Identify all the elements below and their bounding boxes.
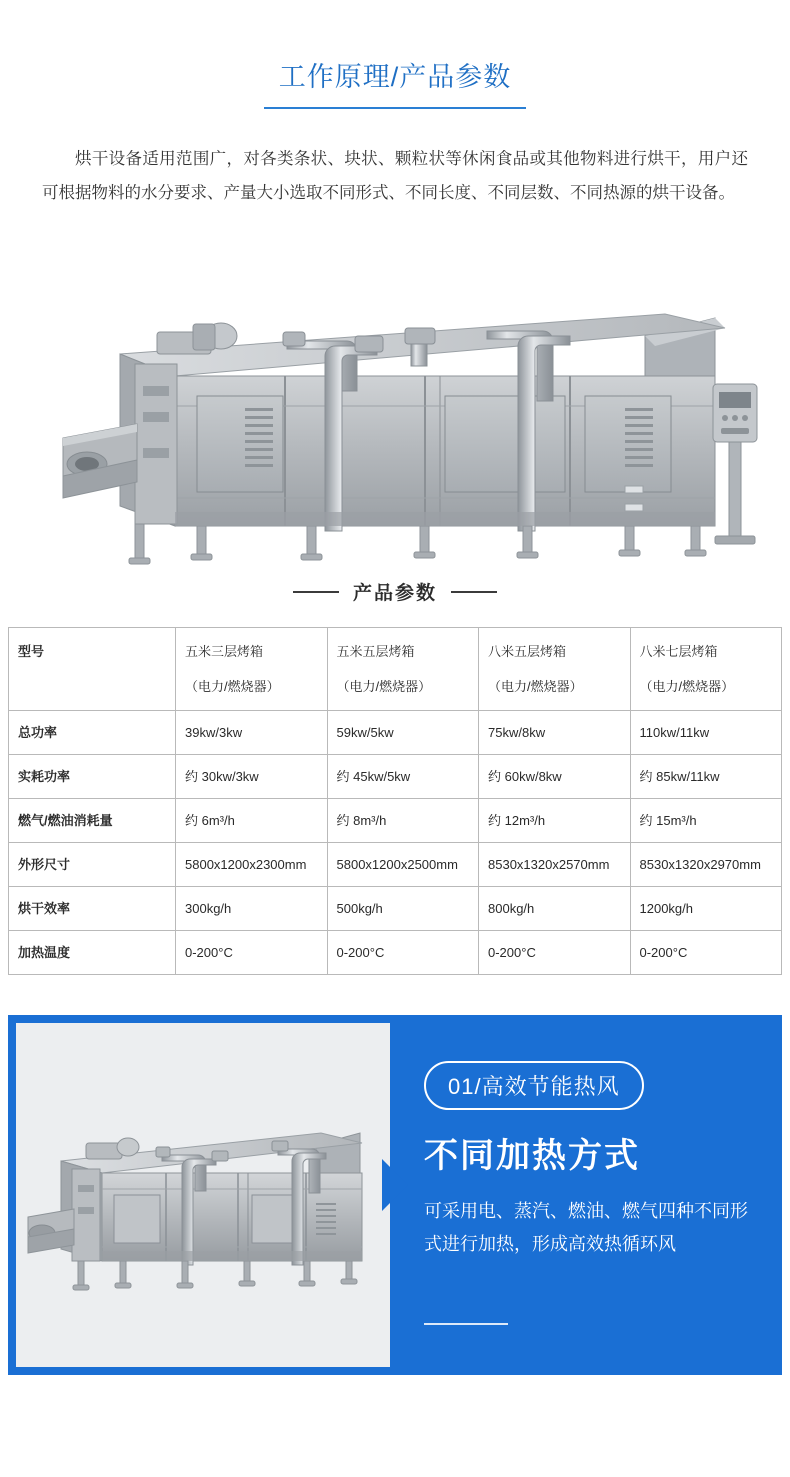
- cell-total-power-4: 110kw/11kw: [630, 711, 782, 755]
- cell-actual-power-2: 约 45kw/5kw: [327, 755, 479, 799]
- cell-total-power-3: 75kw/8kw: [479, 711, 631, 755]
- cell-capacity-1: 300kg/h: [176, 887, 328, 931]
- cell-temperature-1: 0-200°C: [176, 931, 328, 975]
- title-underline: [264, 107, 526, 109]
- cell-fuel-1: 约 6m³/h: [176, 799, 328, 843]
- heading-rule-right: [451, 591, 497, 593]
- cell-capacity-3: 800kg/h: [479, 887, 631, 931]
- cell-total-power-1: 39kw/3kw: [176, 711, 328, 755]
- feature-machine-photo: [16, 1023, 390, 1367]
- cell-actual-power-4: 约 85kw/11kw: [630, 755, 782, 799]
- heading-rule-left: [293, 591, 339, 593]
- cell-dimensions-1: 5800x1200x2300mm: [176, 843, 328, 887]
- feature-badge: 01/高效节能热风: [424, 1061, 644, 1110]
- cell-fuel-3: 约 12m³/h: [479, 799, 631, 843]
- feature-panel-01: [8, 1015, 782, 1375]
- page-title-block: [0, 0, 790, 109]
- spec-header-col-2-line1: 五米五层烤箱: [336, 644, 415, 659]
- table-row: [9, 711, 782, 755]
- row-label-actual-power: 实耗功率: [9, 755, 176, 799]
- spec-header-col-3: [479, 628, 631, 711]
- spec-header-col-4-line2: （电力/燃烧器）: [639, 679, 735, 694]
- intro-paragraph: 烘干设备适用范围广，对各类条状、块状、颗粒状等休闲食品或其他物料进行烘干，用户还可根据物料的水分要求、产量大小选取不同形式、不同长度、不同层数、不同热源的烘干设备。: [42, 150, 748, 202]
- cell-actual-power-3: 约 60kw/8kw: [479, 755, 631, 799]
- feature-arrow: [382, 1159, 408, 1211]
- table-row: [9, 799, 782, 843]
- feature-description: 可采用电、蒸汽、燃油、燃气四种不同形式进行加热，形成高效热循环风: [424, 1201, 748, 1254]
- product-params-heading-text: 产品参数: [352, 583, 437, 604]
- cell-temperature-2: 0-200°C: [327, 931, 479, 975]
- row-label-total-power: 总功率: [9, 711, 176, 755]
- cell-fuel-4: 约 15m³/h: [630, 799, 782, 843]
- table-header-row: [9, 628, 782, 711]
- spec-header-col-1: [176, 628, 328, 711]
- cell-dimensions-2: 5800x1200x2500mm: [327, 843, 479, 887]
- spec-header-col-2: [327, 628, 479, 711]
- table-row: [9, 931, 782, 975]
- dryer-machine-diagram: [25, 236, 765, 566]
- cell-capacity-2: 500kg/h: [327, 887, 479, 931]
- spec-header-col-4-line1: 八米七层烤箱: [639, 644, 718, 659]
- cell-dimensions-4: 8530x1320x2970mm: [630, 843, 782, 887]
- cell-capacity-4: 1200kg/h: [630, 887, 782, 931]
- cell-temperature-3: 0-200°C: [479, 931, 631, 975]
- row-label-fuel-consumption: 燃气/燃油消耗量: [9, 799, 176, 843]
- dryer-machine-photo-diagram: [16, 1023, 390, 1367]
- cell-temperature-4: 0-200°C: [630, 931, 782, 975]
- cell-total-power-2: 59kw/5kw: [327, 711, 479, 755]
- machine-illustration: [0, 236, 790, 566]
- spec-header-col-2-line2: （电力/燃烧器）: [336, 679, 432, 694]
- table-row: [9, 843, 782, 887]
- feature-content: [424, 1061, 762, 1261]
- cell-fuel-2: 约 8m³/h: [327, 799, 479, 843]
- spec-header-col-1-line2: （电力/燃烧器）: [185, 679, 280, 694]
- table-row: [9, 887, 782, 931]
- cell-dimensions-3: 8530x1320x2570mm: [479, 843, 631, 887]
- row-label-dimensions: 外形尺寸: [9, 843, 176, 887]
- spec-header-label: 型号: [9, 628, 176, 711]
- row-label-drying-capacity: 烘干效率: [9, 887, 176, 931]
- feature-bottom-rule: [424, 1323, 508, 1325]
- spec-table: [8, 627, 782, 975]
- cell-actual-power-1: 约 30kw/3kw: [176, 755, 328, 799]
- table-row: [9, 755, 782, 799]
- spec-header-col-4: [630, 628, 782, 711]
- spec-header-col-3-line2: （电力/燃烧器）: [488, 679, 583, 694]
- product-params-heading: [0, 578, 790, 605]
- spec-header-col-3-line1: 八米五层烤箱: [488, 644, 567, 659]
- row-label-heating-temperature: 加热温度: [9, 931, 176, 975]
- page-title: 工作原理/产品参数: [278, 62, 512, 92]
- feature-title: 不同加热方式: [424, 1137, 640, 1175]
- spec-header-col-1-line1: 五米三层烤箱: [185, 644, 264, 659]
